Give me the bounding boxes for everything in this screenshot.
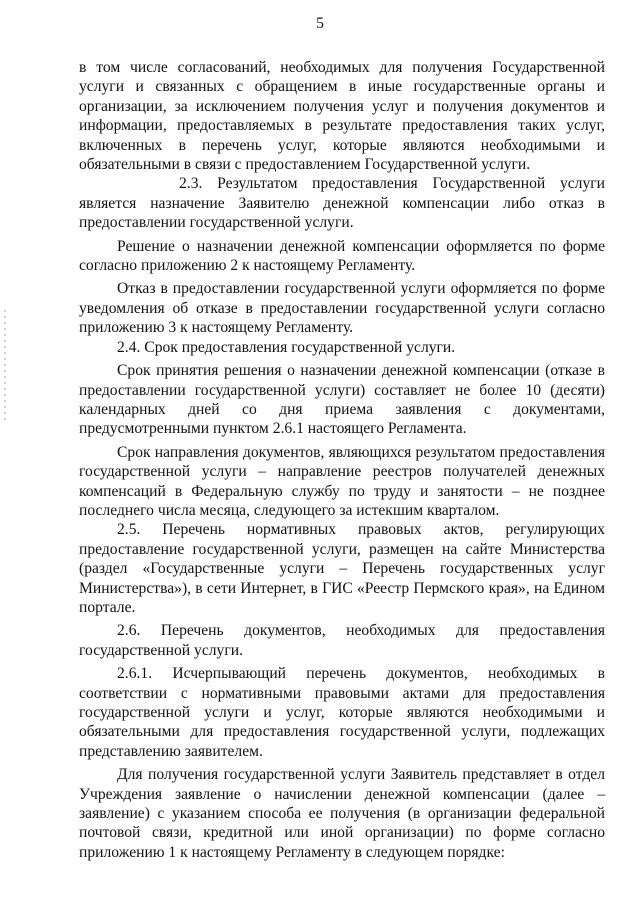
paragraph-decision-form: Решение о назначении денежной компенсации оформляется по форме согласно приложению 2 к настоящему Регламенту. <box>79 237 605 275</box>
page-number: 5 <box>316 15 324 32</box>
paragraph-2-4-term: 2.4. Срок предоставления государственной услуги. <box>117 338 456 356</box>
document-body <box>79 58 605 862</box>
paragraph-2-6-1-exhaustive-list: 2.6.1. Исчерпывающий перечень документов, необходимых в соответствии с нормативными правовыми актами для предоставления государственной услуги и услуг, которые являются необходимыми и обязательными для предоставления государственной услуги, подлежащих представлению заявителем. <box>79 665 605 760</box>
paragraph-2-5-legal-acts: 2.5. Перечень нормативных правовых актов, регулирующих предоставление государственной услуги, размещен на сайте Министерства (раздел «Государственные услуги – Перечень государственных услуг Министерства»), в сети Интернет, в ГИС «Реестр Пермского края», на Едином портале. <box>79 521 605 616</box>
paragraph-2-3-result: 2.3. Результатом предоставления Государственной услуги является назначение Заявителю денежной компенсации либо отказ в предоставлении государственной услуги. <box>79 175 605 232</box>
paragraph-approvals-continuation: в том числе согласований, необходимых для получения Государственной услуги и связанных с обращением в иные государственные органы и организации, за исключением получения услуг и получения документов и информации, предоставляемых в результате предоставления таких услуг, включенных в перечень услуг, которые являются необходимыми и обязательными в связи с предоставлением Государственной услуги. <box>79 59 605 174</box>
paragraph-documents-term: Срок направления документов, являющихся результатом предоставления государственной услуги – направление реестров получателей денежных компенсаций в Федеральную службу по труду и занятости – не позднее последнего числа месяца, следующего за истекшим кварталом. <box>79 443 605 519</box>
paragraph-decision-term: Срок принятия решения о назначении денежной компенсации (отказе в предоставлении государственной услуги) составляет не более 10 (десяти) календарных дней со дня приема заявления с документами, предусмотренными пунктом 2.6.1 настоящего Регламента. <box>79 362 605 438</box>
paragraph-application-procedure: Для получения государственной услуги Заявитель представляет в отдел Учреждения заявление о начислении денежной компенсации (далее – заявление) с указанием способа ее получения (в организации федеральной почтовой связи, кредитной или иной организации) по форме согласно приложению 1 к настоящему Регламенту в следующем порядке: <box>79 766 605 861</box>
paragraph-refusal-form: Отказ в предоставлении государственной услуги оформляется по форме уведомления об отказе в предоставлении государственной услуги согласно приложению 3 к настоящему Регламенту. <box>79 280 605 337</box>
scan-margin-mark <box>4 310 6 420</box>
paragraph-2-6-documents: 2.6. Перечень документов, необходимых для предоставления государственной услуги. <box>79 622 605 659</box>
